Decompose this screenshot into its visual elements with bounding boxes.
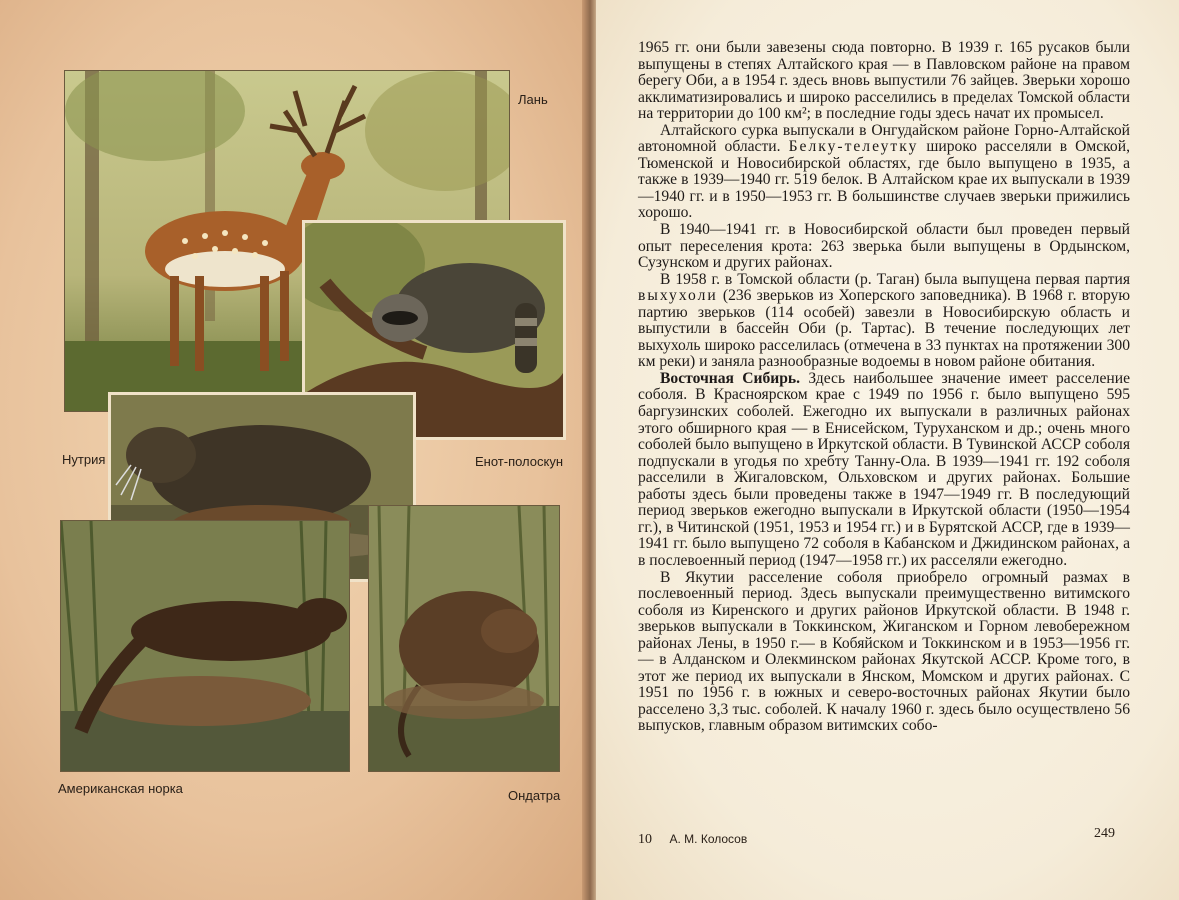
paragraph: В 1940—1941 гг. в Новосибирской области был проведен первый опыт переселения крота: 263 зверька были выпущены в Ордынском, Сузунском и других районах. [638, 221, 1130, 272]
plate-mink [60, 520, 350, 772]
caption-raccoon: Енот-полоскун [475, 454, 564, 469]
paragraph: В 1958 г. в Томской области (р. Таган) была выпущена первая партия выхухоли (236 зверьков из Хоперского заповедника). В 1968 г. вторую партию зверьков (114 особей) завезли в Новосибирскую область и выпустили в бассейн Оби (р. Тартас). В течение последующих лет выхухоль широко расселилась (отмечена в 33 пунктах на протяжении 300 км реки) и заняла разнообразные водоемы в новом районе обитания. [638, 270, 1130, 371]
footer-signature [638, 832, 747, 848]
caption-nutria: Нутрия [62, 452, 106, 467]
paragraph: 1965 гг. они были завезены сюда повторно. В 1939 г. 165 русаков были выпущены в степях Алтайского края — в Павловском районе на правом берегу Оби, а в 1954 г. здесь вновь выпустили 76 зайцев. Зверьки хорошо акклиматизировались и широко расселились в пределах Томской области на территории до 100 км²; в последние годы здесь начат их промысел. [638, 39, 1130, 123]
section-heading: Восточная Сибирь. [660, 369, 801, 387]
caption-mink: Американская норка [58, 781, 183, 796]
paragraph: В Якутии расселение соболя приобрело огромный размах в послевоенный период. Здесь выпускали преимущественно витимского соболя из Киренского и других районов Иркутской области. В 1948 г. зверьков выпускали в Токкинском, Жиганском и Горном левобережном районах Лены, в 1950 г.— в Кобяйском и Токкинском и в 1953—1956 гг.— в Алданском и Олекминском районах Якутской АССР. Кроме того, в этот же период их выпускали в Янском, Момском и других районах. С 1951 по 1956 г. в южных и северо-восточных районах Якутии было расселено 3,3 тыс. соболей. К началу 1960 г. здесь было осуществлено 56 выпусков, главным образом витимских собо- [638, 568, 1130, 735]
paragraph: Алтайского сурка выпускали в Онгудайском районе Горно-Алтайской автономной области. Белку-телеутку широко расселяли в Омской, Тюменской и Новосибирской областях, где было выпущено в 1935, а также в 1939—1940 гг. 519 белок. В Алтайском крае их выпускали в 1939—1940 гг. и в 1950—1953 гг. В большинстве случаев зверьки прижились хорошо. [638, 121, 1130, 222]
caption-muskrat: Ондатра [508, 788, 561, 803]
caption-deer: Лань [518, 92, 548, 107]
paragraph: Восточная Сибирь. Здесь наибольшее значение имеет расселение соболя. В Красноярском крае с 1949 по 1956 г. было выпущено 595 баргузинских соболей. Ежегодно их выпускали в различных районах этого обширного края — в Енисейском, Туруханском и др.; очень много соболей было выпущено в Иркутской области. В Тувинской АССР соболя подпускали в угодья по хребту Танну-Ола. В 1939—1941 гг. 192 соболя расселили в Жигаловском, Ольховском и других районах. Большие работы здесь были проведены также в 1947—1949 гг. В последующий период зверьков ежегодно выпускали в Иркутской области (1950—1954 гг.), в Читинской (1951, 1953 и 1954 гг.) и в Бурятской АССР, где в 1939—1941 гг. было выпущено 72 соболя в Кабанском и Джидинском районах, а в послевоенный период (1947—1958 гг.) их расселяли ежегодно. [638, 369, 1130, 569]
signature-number: 10 [638, 832, 652, 847]
plate-muskrat [368, 505, 560, 772]
page-number: 249 [1094, 826, 1115, 841]
footer-author: А. М. Колосов [669, 832, 748, 846]
right-page [596, 0, 1179, 900]
body-text [638, 40, 1130, 735]
